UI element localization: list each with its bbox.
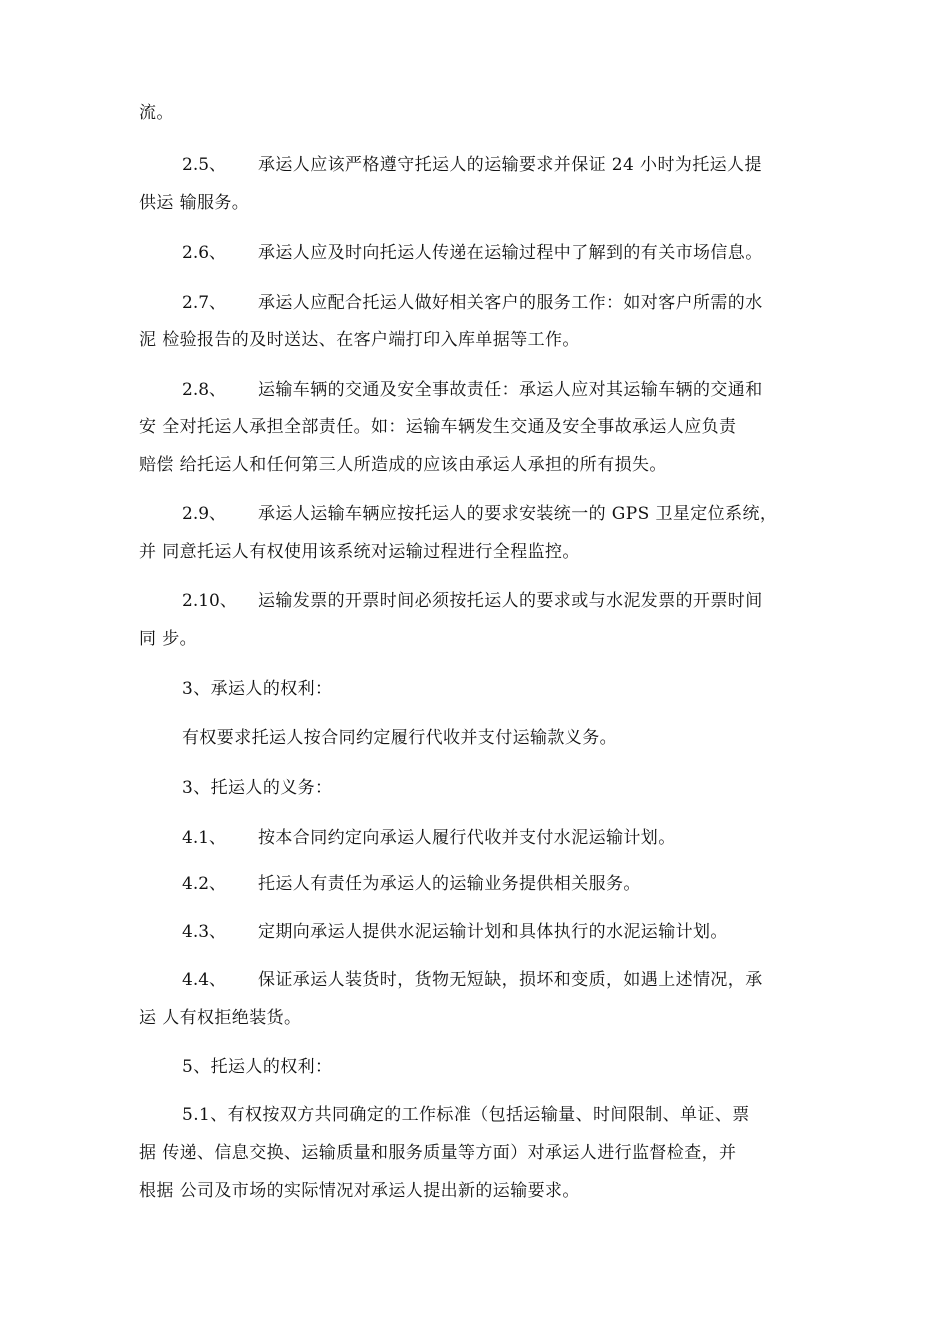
line-text: 承运人应该严格遵守托运人的运输要求并保证 24 小时为托运人提	[258, 155, 762, 175]
clause-4-1-line-1	[182, 826, 822, 850]
line-text: 安 全对托运人承担全部责任。如：运输车辆发生交通及安全事故承运人应负责	[139, 417, 737, 437]
clause-2-6-line-1	[182, 241, 822, 265]
line-text: 保证承运人装货时，货物无短缺，损坏和变质，如遇上述情况，承	[258, 970, 763, 990]
line-text: 按本合同约定向承运人履行代收并支付水泥运输计划。	[258, 828, 676, 848]
clause-number: 2.10、	[182, 591, 237, 611]
line-text: 承运人应及时向托运人传递在运输过程中了解到的有关市场信息。	[258, 243, 763, 263]
clause-2-8-line-3	[139, 453, 819, 477]
clause-2-10-line-2	[139, 627, 819, 651]
line-text: 运输车辆的交通及安全事故责任：承运人应对其运输车辆的交通和	[258, 380, 763, 400]
clause-number: 2.7、	[182, 293, 227, 313]
clause-4-2-line-1	[182, 872, 822, 896]
line-text: 承运人运输车辆应按托运人的要求安装统一的 GPS 卫星定位系统，	[258, 504, 778, 524]
section-heading-shipper-rights	[182, 1055, 822, 1079]
clause-4-4-line-2	[139, 1006, 819, 1030]
clause-number: 4.4、	[182, 970, 227, 990]
line-text: 根据 公司及市场的实际情况对承运人提出新的运输要求。	[139, 1181, 580, 1201]
heading-text: 5、托运人的权利：	[182, 1057, 333, 1077]
clause-2-9-line-2	[139, 540, 819, 564]
clause-4-3-line-1	[182, 920, 822, 944]
clause-number: 2.6、	[182, 243, 227, 263]
paragraph-line	[139, 101, 819, 125]
heading-text: 3、承运人的权利：	[182, 679, 333, 699]
clause-2-8-line-1	[182, 378, 822, 402]
clause-2-5-line-2	[139, 191, 819, 215]
section-heading-shipper-obligations	[182, 776, 822, 800]
line-text: 同 步。	[139, 629, 198, 649]
line-text: 托运人有责任为承运人的运输业务提供相关服务。	[258, 874, 641, 894]
clause-5-1-line-1	[182, 1103, 822, 1127]
section-heading-carrier-rights	[182, 677, 822, 701]
line-text: 承运人应配合托运人做好相关客户的服务工作：如对客户所需的水	[258, 293, 763, 313]
line-text: 流。	[139, 103, 174, 123]
line-text: 运输发票的开票时间必须按托运人的要求或与水泥发票的开票时间	[258, 591, 763, 611]
clause-number: 4.3、	[182, 922, 227, 942]
clause-2-9-line-1	[182, 502, 822, 526]
clause-number: 4.1、	[182, 828, 227, 848]
clause-number: 4.2、	[182, 874, 227, 894]
clause-number: 2.5、	[182, 155, 227, 175]
clause-2-7-line-2	[139, 328, 819, 352]
clause-number: 2.9、	[182, 504, 227, 524]
line-text: 泥 检验报告的及时送达、在客户端打印入库单据等工作。	[139, 330, 580, 350]
line-text: 运 人有权拒绝装货。	[139, 1008, 302, 1028]
line-text: 有权要求托运人按合同约定履行代收并支付运输款义务。	[182, 728, 617, 748]
clause-5-1-line-2	[139, 1141, 819, 1165]
clause-2-8-line-2	[139, 415, 819, 439]
line-text: 5.1、有权按双方共同确定的工作标准（包括运输量、时间限制、单证、票	[182, 1105, 750, 1125]
clause-5-1-line-3	[139, 1179, 819, 1203]
line-text: 并 同意托运人有权使用该系统对运输过程进行全程监控。	[139, 542, 580, 562]
line-text: 赔偿 给托运人和任何第三人所造成的应该由承运人承担的所有损失。	[139, 455, 667, 475]
paragraph-line	[182, 726, 822, 750]
clause-4-4-line-1	[182, 968, 822, 992]
line-text: 供运 输服务。	[139, 193, 250, 213]
clause-2-7-line-1	[182, 291, 822, 315]
line-text: 据 传递、信息交换、运输质量和服务质量等方面）对承运人进行监督检查，并	[139, 1143, 737, 1163]
clause-number: 2.8、	[182, 380, 227, 400]
line-text: 定期向承运人提供水泥运输计划和具体执行的水泥运输计划。	[258, 922, 728, 942]
heading-text: 3、托运人的义务：	[182, 778, 333, 798]
clause-2-5-line-1	[182, 153, 822, 177]
clause-2-10-line-1	[182, 589, 822, 613]
